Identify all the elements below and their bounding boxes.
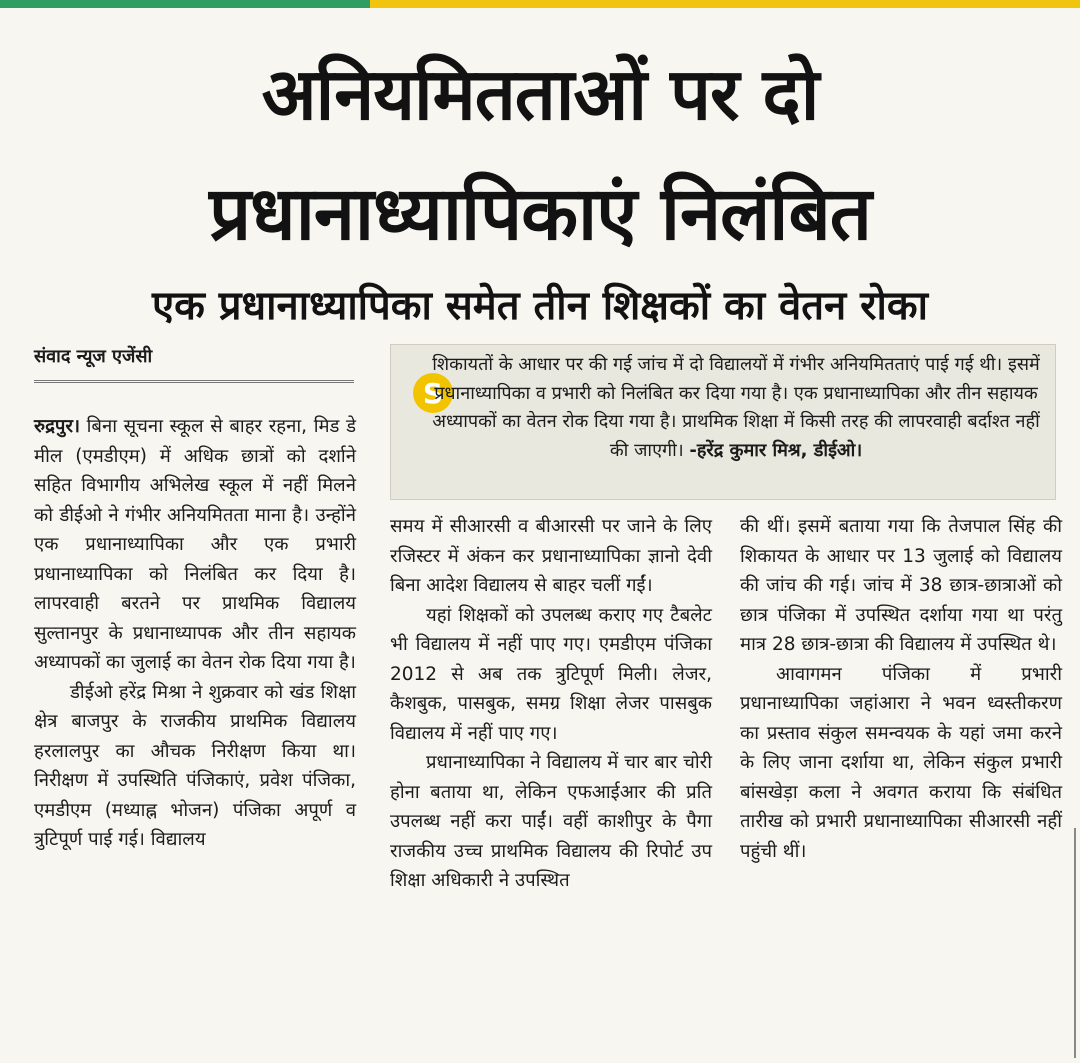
- quote-box: [390, 344, 1056, 500]
- page-edge-line: [1074, 828, 1076, 1058]
- quote-author: -हरेंद्र कुमार मिश्र, डीईओ।: [689, 439, 863, 461]
- article-paragraph: डीईओ हरेंद्र मिश्रा ने शुक्रवार को खंड शिक्षा क्षेत्र बाजपुर के राजकीय प्राथमिक विद्यालय हरलालपुर का औचक निरीक्षण किया था। निरीक्षण में उपस्थिति पंजिकाएं, प्रवेश पंजिका, एमडीएम (मध्याह्न भोजन) पंजिका अपूर्ण व त्रुटिपूर्ण पाई गई। विद्यालय: [34, 681, 356, 850]
- paragraph-text: बिना सूचना स्कूल से बाहर रहना, मिड डे मील (एमडीएम) में अधिक छात्रों को दर्शाने सहित विभागीय अभिलेख स्कूल में नहीं मिलने को डीईओ ने गंभीर अनियमितता माना है। उन्होंने एक प्रधानाध्यापिका और एक प्रभारी प्रधानाध्यापिका को निलंबित कर दिया है। लापरवाही बरतने पर प्राथमिक विद्यालय सुल्तानपुर के प्रधानाध्यापक और तीन सहायक अध्यापकों का जुलाई का वेतन रोक दिया गया है।: [34, 416, 356, 673]
- subheadline: एक प्रधानाध्यापिका समेत तीन शिक्षकों का वेतन रोका: [152, 283, 928, 329]
- quote-logo-icon: S: [413, 373, 453, 413]
- article-column-2: [390, 512, 712, 896]
- quote-body: शिकायतों के आधार पर की गई जांच में दो विद्यालयों में गंभीर अनियमितताएं पाई गई थी। इसमें प्रधानाध्यापिका व प्रभारी को निलंबित कर दिया गया है। एक प्रधानाध्यापिका और तीन सहायक अध्यापकों का वेतन रोक दिया गया है। प्राथमिक शिक्षा में किसी तरह की लापरवाही बर्दाश्त नहीं की जाएगी।: [432, 354, 1040, 461]
- byline-divider: [34, 380, 354, 383]
- headline-line-1: अनियमितताओं पर दो: [261, 52, 819, 136]
- top-bar-green: [0, 0, 370, 8]
- byline: संवाद न्यूज एजेंसी: [34, 346, 153, 367]
- article-paragraph: [34, 412, 356, 678]
- article-paragraph: प्रधानाध्यापिका ने विद्यालय में चार बार चोरी होना बताया था, लेकिन एफआईआर की प्रति उपलब्ध नहीं करा पाईं। वहीं काशीपुर के पैगा राजकीय उच्च प्राथमिक विद्यालय की रिपोर्ट उप शिक्षा अधिकारी ने उपस्थित: [390, 752, 712, 891]
- article-paragraph: की थीं। इसमें बताया गया कि तेजपाल सिंह की शिकायत के आधार पर 13 जुलाई को विद्यालय की जांच की गई। जांच में 38 छात्र-छात्राओं को छात्र पंजिका में उपस्थित दर्शाया गया था परंतु मात्र 28 छात्र-छात्रा की विद्यालय में उपस्थित थे।: [740, 516, 1062, 655]
- top-bar-yellow: [370, 0, 1080, 8]
- article-paragraph: आवागमन पंजिका में प्रभारी प्रधानाध्यापिका जहांआरा ने भवन ध्वस्तीकरण का प्रस्ताव संकुल समन्वयक के यहां जमा करने के लिए जाना दर्शाया था, लेकिन संकुल प्रभारी बांसखेड़ा कला ने अवगत कराया कि संबंधित तारीख को प्रभारी प्रधानाध्यापिका सीआरसी नहीं पहुंची थीं।: [740, 663, 1062, 862]
- top-color-bar: [0, 0, 1080, 8]
- headline-line-2: प्रधानाध्यापिकाएं निलंबित: [209, 171, 871, 257]
- article-paragraph: समय में सीआरसी व बीआरसी पर जाने के लिए रजिस्टर में अंकन कर प्रधानाध्यापिका ज्ञानो देवी बिना आदेश विद्यालय से बाहर चलीं गईं।: [390, 516, 712, 596]
- article-paragraph: यहां शिक्षकों को उपलब्ध कराए गए टैबलेट भी विद्यालय में नहीं पाए गए। एमडीएम पंजिका 2012 से अब तक त्रुटिपूर्ण मिली। लेजर, कैशबुक, पासबुक, समग्र शिक्षा लेजर पासबुक विद्यालय में नहीं पाए गए।: [390, 604, 712, 744]
- article-column-1: [34, 412, 356, 855]
- quote-text: [431, 351, 1041, 465]
- article-column-3: [740, 512, 1062, 866]
- dateline: रुद्रपुर।: [34, 416, 80, 437]
